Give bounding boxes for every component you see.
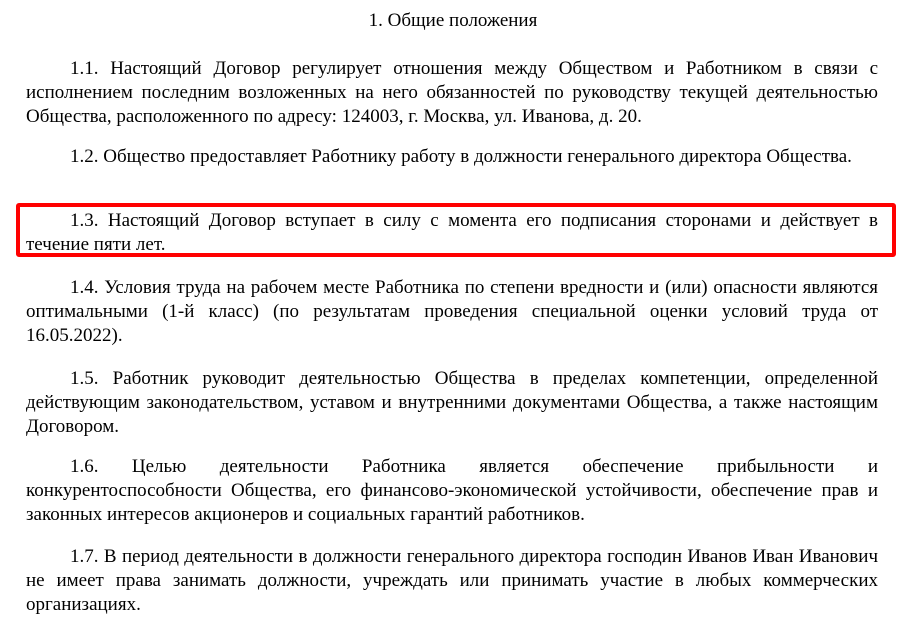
section-title: 1. Общие положения xyxy=(368,10,538,31)
paragraph-1-6: 1.6. Целью деятельности Работника является обеспечение прибыльности и конкурентоспособности Общества, его финансово-экономической устойчивости, обеспечение прав и законных интересов акционеров и социальных гарантий работников. xyxy=(26,456,878,525)
paragraph-1-4: 1.4. Условия труда на рабочем месте Работника по степени вредности и (или) опасности являются оптимальными (1-й класс) (по результатам проведения специальной оценки условий труда от 16.05.2022). xyxy=(26,277,878,346)
paragraph-1-5: 1.5. Работник руководит деятельностью Общества в пределах компетенции, определенной действующим законодательством, уставом и внутренними документами Общества, а также настоящим Договором. xyxy=(26,368,878,437)
paragraph-1-1: 1.1. Настоящий Договор регулирует отношения между Обществом и Работником в связи с исполнением последним возложенных на него обязанностей по руководству текущей деятельностью Общества, расположенного по адресу: 124003, г. Москва, ул. Иванова, д. 20. xyxy=(26,58,878,127)
paragraph-1-2: 1.2. Общество предоставляет Работнику работу в должности генерального директора Общества. xyxy=(70,146,852,167)
paragraph-1-7: 1.7. В период деятельности в должности генерального директора господин Иванов Иван Иванович не имеет права занимать должности, учреждать или принимать участие в любых коммерческих организациях. xyxy=(26,546,878,615)
paragraph-1-3: 1.3. Настоящий Договор вступает в силу с момента его подписания сторонами и действует в течение пяти лет. xyxy=(26,210,878,255)
